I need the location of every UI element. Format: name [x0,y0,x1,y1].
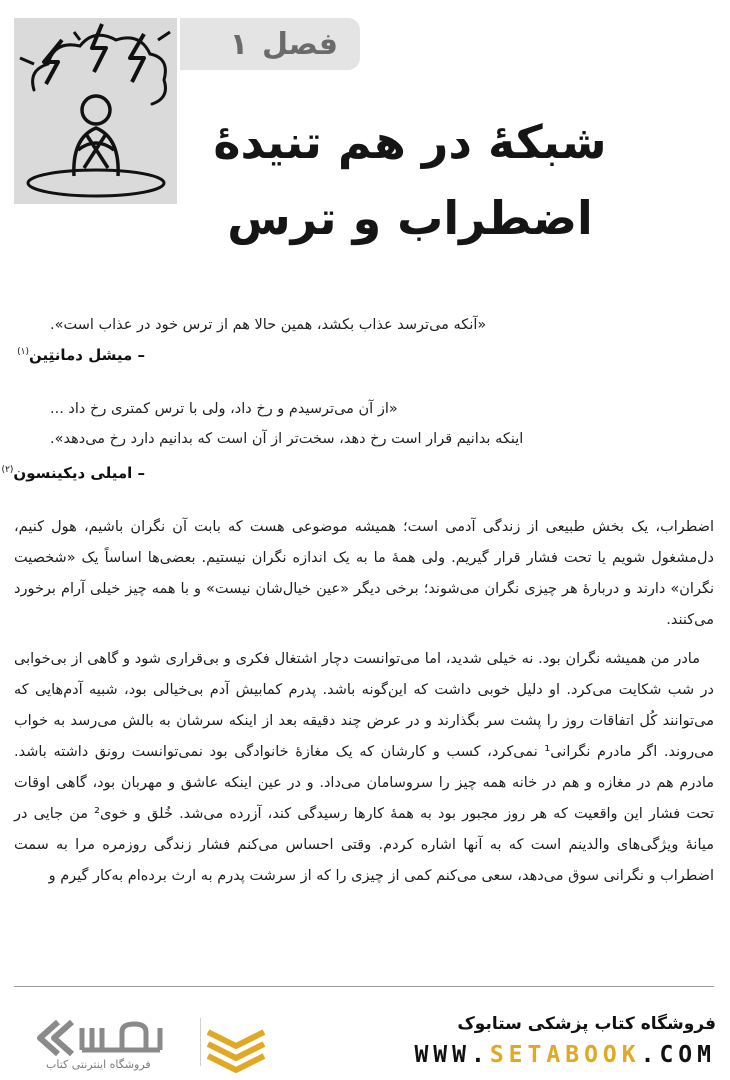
chapter-illustration [14,18,177,204]
chapter-title-line-1: شبکۀ در هم تنیدۀ [213,115,607,169]
store-name: فروشگاه کتاب پزشکی ستابوک [457,1014,716,1034]
store-url[interactable] [414,1042,716,1068]
epigraph-1 [50,310,690,340]
epigraph-line: «از آن می‌ترسیدم و رخ داد، ولی با ترس کمتری رخ داد ... [50,401,398,417]
paragraph: اضطراب، یک بخش طبیعی از زندگی آدمی است؛ همیشه موضوعی هست که بابت آن نگران باشیم، هول کنیم، دل‌مشغول شویم یا تحت فشار قرار گیریم. ولی همهٔ ما به یک اندازه نگران نیستیم. بعضی‌ها اساساً یک «شخصیت نگران» دارند و دربارهٔ هر چیزی نگران می‌شوند؛ برخی دیگر «عین خیال‌شان نیست» و با همه چیز خیلی آرام برخورد می‌کنند. [14,519,714,628]
epigraph-1-author [17,346,145,364]
url-suffix: .COM [640,1042,716,1068]
chapter-number: ۱ [229,26,249,62]
url-brand: SETABOOK [489,1042,641,1068]
chapter-word: فصل [262,26,338,62]
epigraph-line: «آنکه می‌ترسد عذاب بکشد، همین حالا هم از ترس خود در عذاب است». [50,317,487,333]
paragraph: مادر من همیشه نگران بود. نه خیلی شدید، اما می‌توانست دچار اشتغال فکری و بی‌قراری شود و گاهی از بی‌خوابی در شب شکایت می‌کرد. او دلیل خوبی داشت که این‌گونه باشد. پدرم کمابیش آدم بی‌خیالی بود، شبیه آدم‌هایی که می‌توانند کُل اتفاقات روز را پشت سر بگذارند و در عرض چند دقیقه بعد از اینکه سرشان به بالش می‌رسد به خواب می‌روند. اگر مادرم نگرانی¹ نمی‌کرد، کسب و کارشان که یک مغازهٔ خانوادگی بود نمی‌توانست رونق داشته باشد. مادرم هم در مغازه و هم در خانه همه چیز را سروسامان می‌داد. و در عین اینکه عاشق و مهربان بود، گاهی اوقات تحت فشار این واقعیت که هر روز مجبور بود به همهٔ کارها رسیدگی کند، آزرده می‌شد. خُلق و خوی² من جایی در میانهٔ ویژگی‌های والدینم است که به آنها اشاره کردم. وقتی احساس می‌کنم فشار زندگی روزمره مرا به سمت اضطراب و نگرانی سوق می‌دهد، سعی می‌کنم کمی از چیزی را که از سرشت پدرم به ارث برده‌ام به‌کار گیرم و [14,651,714,884]
chapter-title [190,104,630,256]
chapter-label [180,18,360,70]
author-name: – میشل دمانتِین [28,346,145,364]
chapter-title-line-2: اضطراب و ترس [227,191,593,245]
text-fade [0,955,730,985]
epigraph-2 [50,394,690,454]
body-text [14,512,714,900]
epigraph-2-author [2,464,145,482]
footnote-ref: (۲) [1,465,14,475]
url-prefix: WWW. [414,1042,490,1068]
footnote-divider [14,986,714,987]
epigraph-line: اینکه بدانیم قرار است رخ دهد، سخت‌تر از آن است که بدانیم دارد رخ می‌دهد». [50,431,524,447]
anxious-person-storm-icon [14,18,177,204]
logo-separator [200,1018,201,1066]
brand-tagline: فروشگاه اینترنتی کتاب [46,1058,151,1071]
footnote-ref: (۱) [17,347,29,357]
author-name: – امیلی دیکینسون [13,464,145,482]
